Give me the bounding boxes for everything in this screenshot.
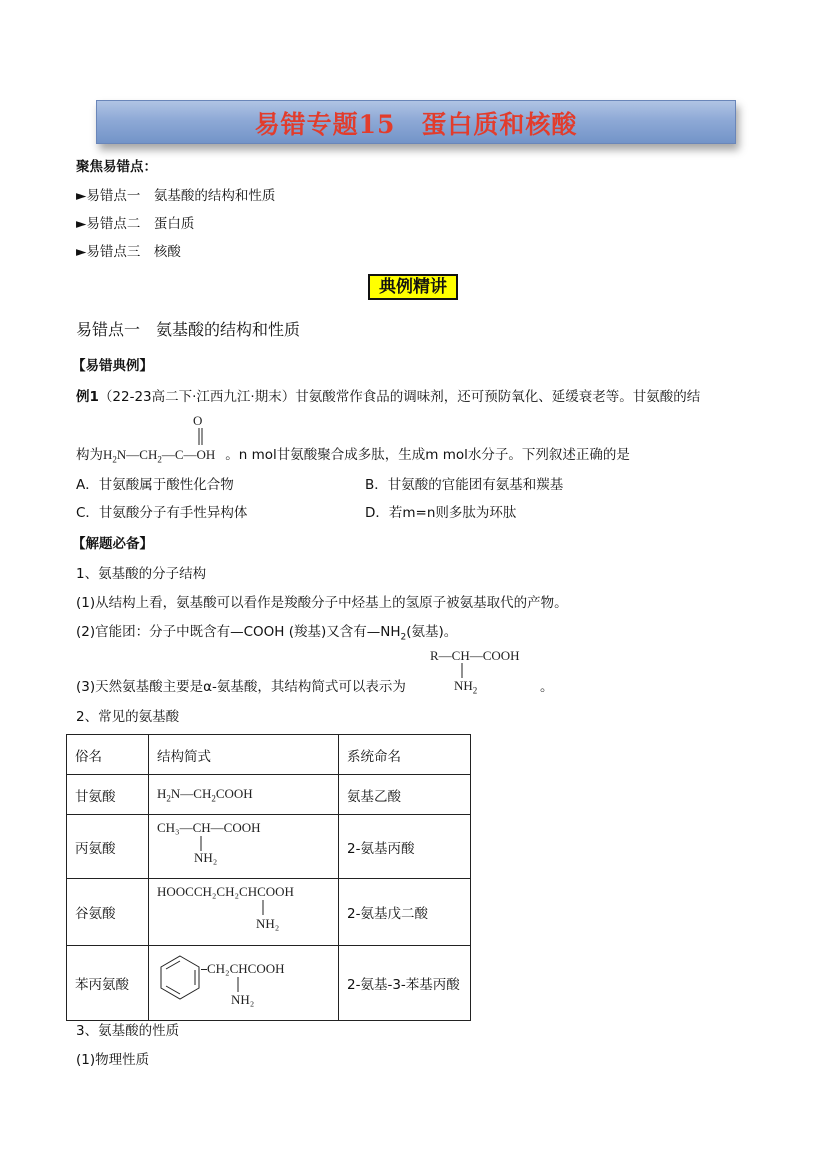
example-line-1 <box>76 388 700 406</box>
table-row <box>67 879 471 946</box>
general-formula-bottom: $NH_2$ <box>454 678 478 696</box>
phenylalanine-bottom: NH₂ <box>231 992 255 1007</box>
k1-p2: (2)官能团：分子中既含有—COOH (羧基)又含有$—NH_2$(氨基)。 <box>76 624 458 643</box>
structure-cell <box>149 815 339 879</box>
k1-p3-end: 。 <box>540 679 554 695</box>
benzene-ring-icon <box>157 954 203 1000</box>
alanine-top: CH₃—CH—COOH <box>157 820 261 835</box>
option-c: C．甘氨酸分子有手性异构体 <box>76 505 248 521</box>
common-name: 丙氨酸 <box>67 815 149 879</box>
table-row <box>67 775 471 815</box>
systematic-name: 氨基乙酸 <box>339 775 471 815</box>
glycine-formula: $H_2N—CH_2—C—OH$ <box>103 447 216 465</box>
systematic-name: 2-氨基丙酸 <box>339 815 471 879</box>
phenylalanine-bond <box>236 977 240 993</box>
title-banner <box>96 100 736 144</box>
glutamate-top: HOOCCH₂CH₂CHCOOH <box>157 884 294 899</box>
point1-heading: 易错点一 氨基酸的结构和性质 <box>76 320 301 339</box>
example-heading: 【易错典例】 <box>72 358 153 374</box>
page-title: 易错专题15 蛋白质和核酸 <box>254 110 578 139</box>
example-line2-post: 。n mol甘氨酸聚合成多肽，生成m mol水分子。下列叙述正确的是 <box>225 447 630 463</box>
glutamate-bond <box>261 900 265 916</box>
section-label: 典例精讲 <box>368 274 458 300</box>
k2-title: 2、常见的氨基酸 <box>76 709 180 725</box>
amino-acid-table <box>66 734 471 1021</box>
alanine-bottom: NH₂ <box>194 850 218 865</box>
systematic-name: 2-氨基戊二酸 <box>339 879 471 946</box>
structure-cell <box>149 775 339 815</box>
example-label: 例1 <box>76 389 99 405</box>
common-name: 谷氨酸 <box>67 879 149 946</box>
column-header: 结构简式 <box>149 735 339 775</box>
option-d: D．若m=n则多肽为环肽 <box>365 505 517 521</box>
focus-item-3: ►易错点三 核酸 <box>76 244 181 260</box>
focus-heading: 聚焦易错点： <box>76 159 157 175</box>
k3-p1: (1)物理性质 <box>76 1052 150 1068</box>
glycine-structure: $H_2N—CH_2COOH$ <box>157 785 253 804</box>
structure-cell <box>149 879 339 946</box>
general-formula-bond <box>460 663 464 679</box>
column-header: 俗名 <box>67 735 149 775</box>
k1-title: 1、氨基酸的分子结构 <box>76 566 207 582</box>
structure-cell <box>149 946 339 1021</box>
general-formula-top: R—CH—COOH <box>430 648 520 663</box>
option-b: B．甘氨酸的官能团有氨基和羰基 <box>365 477 564 493</box>
option-a: A．甘氨酸属于酸性化合物 <box>76 477 234 493</box>
example-line-2 <box>76 446 630 469</box>
glycine-double-bond <box>196 428 206 446</box>
k1-p3: (3)天然氨基酸主要是α-氨基酸，其结构简式可以表示为 <box>76 679 406 695</box>
example-source: （22-23高二下·江西九江·期末）甘氨酸常作食品的调味剂，还可预防氧化、延缓衰老等。甘氨酸的结 <box>98 389 701 405</box>
focus-item-1: ►易错点一 氨基酸的结构和性质 <box>76 188 276 204</box>
glutamate-bottom: NH₂ <box>256 916 280 931</box>
focus-item-2: ►易错点二 蛋白质 <box>76 216 195 232</box>
knowledge-heading: 【解题必备】 <box>72 536 153 552</box>
glycine-carbonyl-o: O <box>193 413 203 428</box>
common-name: 苯丙氨酸 <box>67 946 149 1021</box>
systematic-name: 2-氨基-3-苯基丙酸 <box>339 946 471 1021</box>
k3-title: 3、氨基酸的性质 <box>76 1023 180 1039</box>
example-line2-pre: 构为 <box>76 447 103 463</box>
k1-p1: (1)从结构上看，氨基酸可以看作是羧酸分子中烃基上的氢原子被氨基取代的产物。 <box>76 595 568 611</box>
table-row <box>67 946 471 1021</box>
table-row <box>67 815 471 879</box>
phenylalanine-top: CH₂CHCOOH <box>207 961 285 976</box>
column-header: 系统命名 <box>339 735 471 775</box>
common-name: 甘氨酸 <box>67 775 149 815</box>
table-header-row <box>67 735 471 775</box>
